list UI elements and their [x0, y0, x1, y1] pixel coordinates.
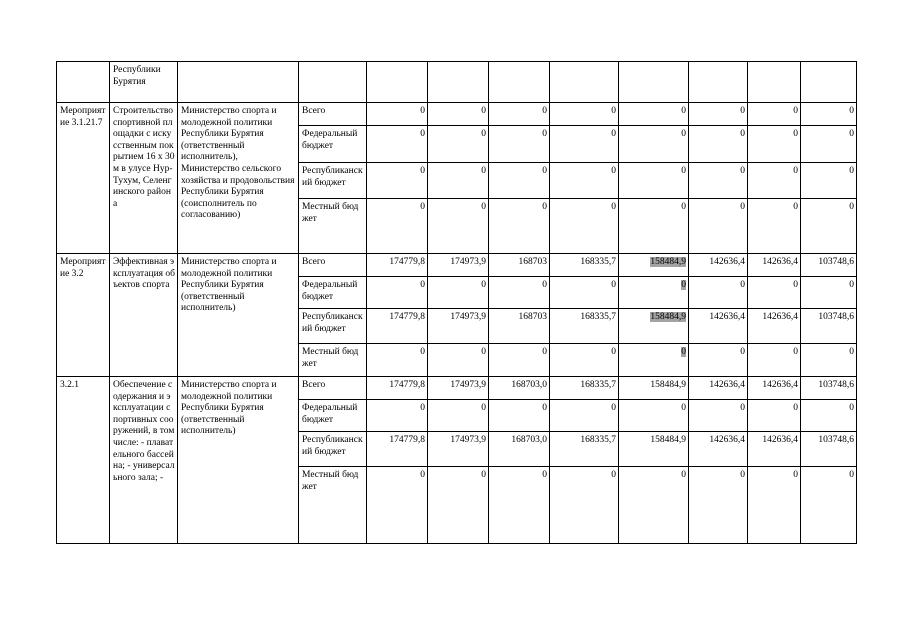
value-cell — [689, 163, 748, 199]
value-cell — [748, 163, 801, 199]
value-text: 0 — [542, 470, 547, 480]
value-text: 0 — [849, 347, 854, 357]
value-text: 0 — [740, 347, 745, 357]
value-cell — [689, 432, 748, 467]
value-cell — [689, 126, 748, 163]
value-text: 174973,9 — [450, 257, 486, 267]
value-text: 168703 — [518, 257, 547, 267]
empty-cell — [689, 62, 748, 103]
value-text: 142636,4 — [762, 380, 798, 390]
value-cell — [619, 199, 689, 254]
value-text: 174973,9 — [450, 312, 486, 322]
value-cell — [550, 103, 619, 126]
value-text: 0 — [793, 280, 798, 290]
value-text: 158484,9 — [650, 312, 686, 322]
empty-cell — [801, 62, 857, 103]
value-cell — [428, 199, 489, 254]
funding-source-cell: Местный бюджет — [299, 467, 367, 544]
value-cell — [550, 199, 619, 254]
value-cell — [489, 103, 550, 126]
value-cell — [550, 467, 619, 544]
empty-cell — [748, 62, 801, 103]
value-text: 0 — [611, 202, 616, 212]
value-text: 0 — [849, 280, 854, 290]
name-line: Республики — [113, 65, 161, 75]
value-cell — [550, 432, 619, 467]
value-text: 168335,7 — [580, 380, 616, 390]
value-cell — [689, 400, 748, 432]
value-text: 103748,6 — [818, 312, 854, 322]
value-text: 0 — [681, 166, 686, 176]
value-cell — [619, 377, 689, 400]
value-text: 142636,4 — [709, 435, 745, 445]
funding-source-cell: Федеральный бюджет — [299, 277, 367, 309]
value-cell — [489, 309, 550, 344]
value-text: 142636,4 — [709, 312, 745, 322]
value-cell — [748, 103, 801, 126]
value-cell — [801, 126, 857, 163]
value-cell — [489, 467, 550, 544]
value-cell — [801, 103, 857, 126]
value-text: 0 — [542, 166, 547, 176]
value-cell — [367, 103, 428, 126]
value-text: 142636,4 — [709, 380, 745, 390]
value-text: 142636,4 — [762, 435, 798, 445]
value-cell — [550, 377, 619, 400]
value-text: 0 — [542, 106, 547, 116]
value-cell — [801, 377, 857, 400]
executor-cell: Министерство спорта и молодежной политики Республики Бурятия (ответственный исполнитель), Министерство сельского хозяйства и продовольствия Республики Бурятия (соисполнитель по согласованию) — [178, 103, 299, 254]
value-text: 158484,9 — [650, 380, 686, 390]
value-text: 174779,8 — [389, 312, 425, 322]
value-cell — [689, 277, 748, 309]
value-text: 103748,6 — [818, 257, 854, 267]
value-cell — [489, 163, 550, 199]
value-cell — [748, 467, 801, 544]
value-cell — [428, 254, 489, 277]
value-cell — [801, 344, 857, 377]
value-cell — [801, 163, 857, 199]
value-text: 0 — [849, 166, 854, 176]
budget-row — [57, 103, 857, 126]
value-text: 0 — [681, 129, 686, 139]
value-text: 0 — [481, 280, 486, 290]
value-text: 0 — [611, 347, 616, 357]
value-cell — [367, 344, 428, 377]
value-cell — [489, 277, 550, 309]
value-cell — [489, 344, 550, 377]
value-text: 158484,9 — [650, 257, 686, 267]
name-cell — [110, 62, 178, 103]
value-cell — [748, 432, 801, 467]
value-text: 0 — [740, 166, 745, 176]
value-cell — [489, 377, 550, 400]
value-text: 0 — [542, 403, 547, 413]
value-cell — [748, 400, 801, 432]
value-cell — [748, 254, 801, 277]
value-cell — [689, 254, 748, 277]
funding-source-cell: Федеральный бюджет — [299, 400, 367, 432]
value-cell — [428, 344, 489, 377]
measure-id-cell: Мероприятие 3.1.21.7 — [57, 103, 110, 254]
value-text: 0 — [420, 106, 425, 116]
value-cell — [489, 400, 550, 432]
value-text: 158484,9 — [650, 435, 686, 445]
value-text: 0 — [740, 280, 745, 290]
value-cell — [367, 377, 428, 400]
value-cell — [689, 103, 748, 126]
value-text: 0 — [542, 347, 547, 357]
value-cell — [619, 254, 689, 277]
value-cell — [619, 277, 689, 309]
value-cell — [801, 254, 857, 277]
value-cell — [489, 254, 550, 277]
value-text: 0 — [542, 202, 547, 212]
value-cell — [748, 309, 801, 344]
value-text: 0 — [481, 202, 486, 212]
value-cell — [428, 400, 489, 432]
value-cell — [748, 344, 801, 377]
value-cell — [428, 309, 489, 344]
value-text: 174779,8 — [389, 435, 425, 445]
value-text: 103748,6 — [818, 435, 854, 445]
value-text: 174779,8 — [389, 380, 425, 390]
value-text: 0 — [420, 129, 425, 139]
value-cell — [801, 467, 857, 544]
value-text: 0 — [611, 129, 616, 139]
value-cell — [367, 400, 428, 432]
empty-cell — [428, 62, 489, 103]
value-text: 0 — [793, 202, 798, 212]
empty-cell — [299, 62, 367, 103]
value-text: 174973,9 — [450, 380, 486, 390]
executor-cell: Министерство спорта и молодежной политики Республики Бурятия (ответственный исполнитель) — [178, 377, 299, 544]
value-text: 0 — [420, 403, 425, 413]
budget-row — [57, 377, 857, 400]
value-text: 168703 — [518, 312, 547, 322]
empty-cell — [367, 62, 428, 103]
value-text: 0 — [793, 166, 798, 176]
value-text: 0 — [681, 470, 686, 480]
value-cell — [748, 126, 801, 163]
value-text: 0 — [481, 347, 486, 357]
executor-cell: Министерство спорта и молодежной политики Республики Бурятия (ответственный исполнитель) — [178, 254, 299, 377]
value-text: 0 — [849, 106, 854, 116]
empty-cell — [489, 62, 550, 103]
value-text: 0 — [481, 470, 486, 480]
value-cell — [489, 126, 550, 163]
value-cell — [801, 277, 857, 309]
value-text: 0 — [681, 280, 686, 290]
value-cell — [367, 199, 428, 254]
value-text: 0 — [481, 106, 486, 116]
value-text: 0 — [740, 202, 745, 212]
value-text: 0 — [542, 280, 547, 290]
value-text: 142636,4 — [762, 312, 798, 322]
value-text: 0 — [681, 106, 686, 116]
value-cell — [619, 467, 689, 544]
value-text: 0 — [681, 347, 686, 357]
value-text: 0 — [681, 202, 686, 212]
value-cell — [689, 344, 748, 377]
value-text: 0 — [740, 129, 745, 139]
value-cell — [801, 199, 857, 254]
value-cell — [689, 309, 748, 344]
value-text: 168335,7 — [580, 257, 616, 267]
value-text: 0 — [481, 403, 486, 413]
value-text: 0 — [793, 129, 798, 139]
value-cell — [801, 309, 857, 344]
value-cell — [489, 432, 550, 467]
value-cell — [367, 126, 428, 163]
value-cell — [367, 254, 428, 277]
funding-source-cell: Местный бюджет — [299, 199, 367, 254]
value-text: 142636,4 — [709, 257, 745, 267]
value-text: 0 — [849, 129, 854, 139]
value-cell — [428, 277, 489, 309]
value-cell — [428, 467, 489, 544]
value-text: 174779,8 — [389, 257, 425, 267]
measure-name-cell: Обеспечение содержания и эксплуатации спортивных сооружений, в том числе: - плавательного бассейна; - универсального зала; - — [110, 377, 178, 544]
value-text: 168335,7 — [580, 435, 616, 445]
value-cell — [801, 432, 857, 467]
value-text: 0 — [740, 470, 745, 480]
measure-id-cell: Мероприятие 3.2 — [57, 254, 110, 377]
value-cell — [550, 309, 619, 344]
value-text: 0 — [420, 202, 425, 212]
value-text: 168703,0 — [511, 380, 547, 390]
value-cell — [619, 432, 689, 467]
value-cell — [367, 277, 428, 309]
value-text: 0 — [611, 166, 616, 176]
value-text: 0 — [611, 403, 616, 413]
value-cell — [367, 467, 428, 544]
measure-name-cell: Строительство спортивной площадки с искусственным покрытием 16 х 30 м в улусе Нур-Тухум, Селенгинского района — [110, 103, 178, 254]
value-cell — [367, 432, 428, 467]
funding-source-cell: Всего — [299, 103, 367, 126]
value-text: 0 — [481, 129, 486, 139]
empty-cell — [57, 62, 110, 103]
value-text: 0 — [542, 129, 547, 139]
value-cell — [619, 344, 689, 377]
value-text: 142636,4 — [762, 257, 798, 267]
value-text: 168703,0 — [511, 435, 547, 445]
value-cell — [550, 163, 619, 199]
value-cell — [428, 377, 489, 400]
empty-cell — [550, 62, 619, 103]
value-text: 0 — [793, 106, 798, 116]
value-cell — [550, 126, 619, 163]
value-text: 0 — [849, 202, 854, 212]
value-cell — [689, 377, 748, 400]
value-text: 0 — [420, 166, 425, 176]
empty-cell — [619, 62, 689, 103]
value-cell — [748, 199, 801, 254]
value-cell — [550, 344, 619, 377]
value-cell — [428, 103, 489, 126]
value-cell — [619, 163, 689, 199]
table-body — [57, 62, 857, 544]
value-text: 174973,9 — [450, 435, 486, 445]
value-cell — [619, 103, 689, 126]
value-text: 0 — [420, 470, 425, 480]
value-text: 0 — [849, 403, 854, 413]
value-text: 0 — [420, 280, 425, 290]
header-fragment-row — [57, 62, 857, 103]
value-cell — [689, 467, 748, 544]
measure-id-cell: 3.2.1 — [57, 377, 110, 544]
value-text: 0 — [611, 106, 616, 116]
funding-source-cell: Республиканский бюджет — [299, 309, 367, 344]
measure-name-cell: Эффективная эксплуатация объектов спорта — [110, 254, 178, 377]
budget-row — [57, 254, 857, 277]
value-text: 0 — [681, 403, 686, 413]
funding-source-cell: Республиканский бюджет — [299, 432, 367, 467]
funding-source-cell: Республиканский бюджет — [299, 163, 367, 199]
value-cell — [367, 163, 428, 199]
value-text: 0 — [740, 403, 745, 413]
value-text: 0 — [793, 403, 798, 413]
value-cell — [748, 277, 801, 309]
value-cell — [367, 309, 428, 344]
value-text: 0 — [793, 347, 798, 357]
budget-table — [56, 61, 857, 544]
name-line: Бурятия — [113, 76, 146, 87]
value-text: 0 — [849, 470, 854, 480]
value-cell — [550, 254, 619, 277]
funding-source-cell: Всего — [299, 377, 367, 400]
value-text: 0 — [611, 470, 616, 480]
value-cell — [428, 432, 489, 467]
value-cell — [619, 400, 689, 432]
value-cell — [801, 400, 857, 432]
value-text: 168335,7 — [580, 312, 616, 322]
value-cell — [748, 377, 801, 400]
value-text: 0 — [481, 166, 486, 176]
empty-cell — [178, 62, 299, 103]
value-text: 0 — [793, 470, 798, 480]
funding-source-cell: Всего — [299, 254, 367, 277]
value-cell — [428, 163, 489, 199]
value-cell — [489, 199, 550, 254]
value-cell — [550, 400, 619, 432]
value-cell — [550, 277, 619, 309]
funding-source-cell: Местный бюджет — [299, 344, 367, 377]
value-text: 103748,6 — [818, 380, 854, 390]
funding-source-cell: Федеральный бюджет — [299, 126, 367, 163]
value-text: 0 — [420, 347, 425, 357]
value-cell — [619, 126, 689, 163]
value-cell — [428, 126, 489, 163]
value-cell — [619, 309, 689, 344]
value-cell — [689, 199, 748, 254]
value-text: 0 — [611, 280, 616, 290]
value-text: 0 — [740, 106, 745, 116]
